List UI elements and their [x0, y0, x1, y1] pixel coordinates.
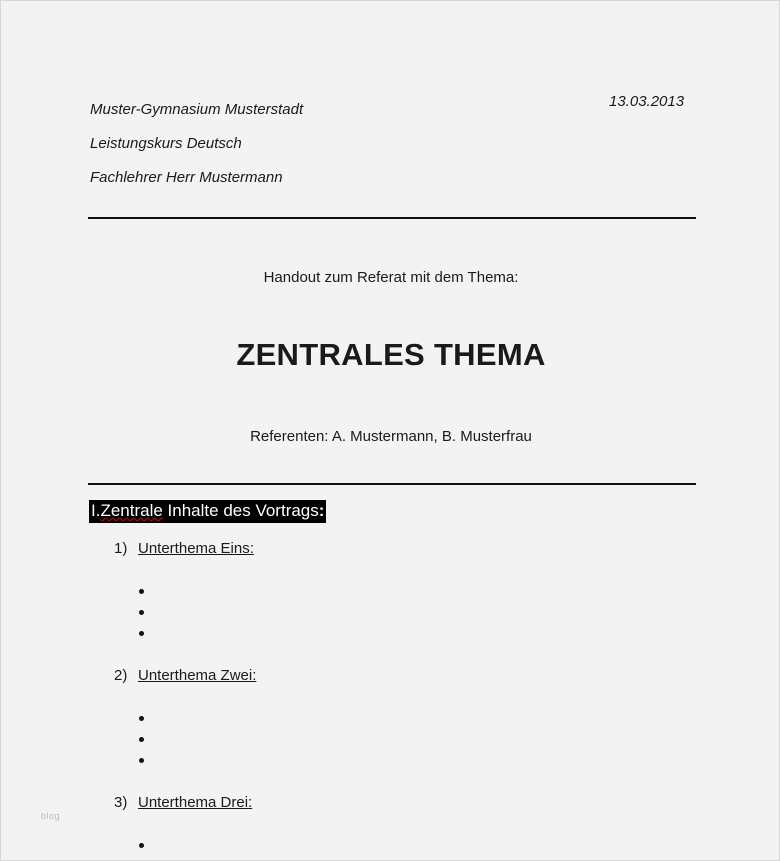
- school-name: Muster-Gymnasium Musterstadt: [90, 101, 304, 118]
- topic-number: 2): [114, 667, 128, 684]
- main-title: ZENTRALES THEMA: [236, 337, 546, 372]
- section-spellcheck-word: Zentrale: [100, 501, 163, 520]
- topic-label: Unterthema Eins:: [138, 540, 254, 557]
- document-date: 13.03.2013: [609, 93, 685, 110]
- bullet-point: [139, 589, 144, 594]
- course-name: Leistungskurs Deutsch: [90, 135, 242, 152]
- header-divider: [88, 217, 696, 219]
- bullet-point: [139, 610, 144, 615]
- topic-label: Unterthema Zwei:: [138, 667, 257, 684]
- presenters-line: Referenten: A. Mustermann, B. Musterfrau: [250, 428, 532, 445]
- bullet-point: [139, 758, 144, 763]
- section-heading-rest: Inhalte des Vortrags: [162, 501, 319, 520]
- topic-number: 3): [114, 794, 128, 811]
- bullet-point: [139, 737, 144, 742]
- section-heading: [89, 500, 326, 523]
- watermark-text: blog: [41, 811, 61, 821]
- bullet-point: [139, 843, 144, 848]
- topic-label: Unterthema Drei:: [138, 794, 253, 811]
- intro-text: Handout zum Referat mit dem Thema:: [263, 269, 519, 286]
- bullet-point: [139, 631, 144, 636]
- section-prefix: I.: [91, 501, 101, 520]
- header-left-block: [90, 93, 303, 195]
- topic-item-2: [114, 667, 256, 685]
- bullet-point: [139, 716, 144, 721]
- teacher-name: Fachlehrer Herr Mustermann: [90, 169, 283, 186]
- topic-number: 1): [114, 540, 128, 557]
- title-divider: [88, 483, 696, 485]
- topic-item-3: [114, 794, 252, 812]
- section-colon: :: [318, 501, 325, 520]
- topic-item-1: [114, 540, 254, 558]
